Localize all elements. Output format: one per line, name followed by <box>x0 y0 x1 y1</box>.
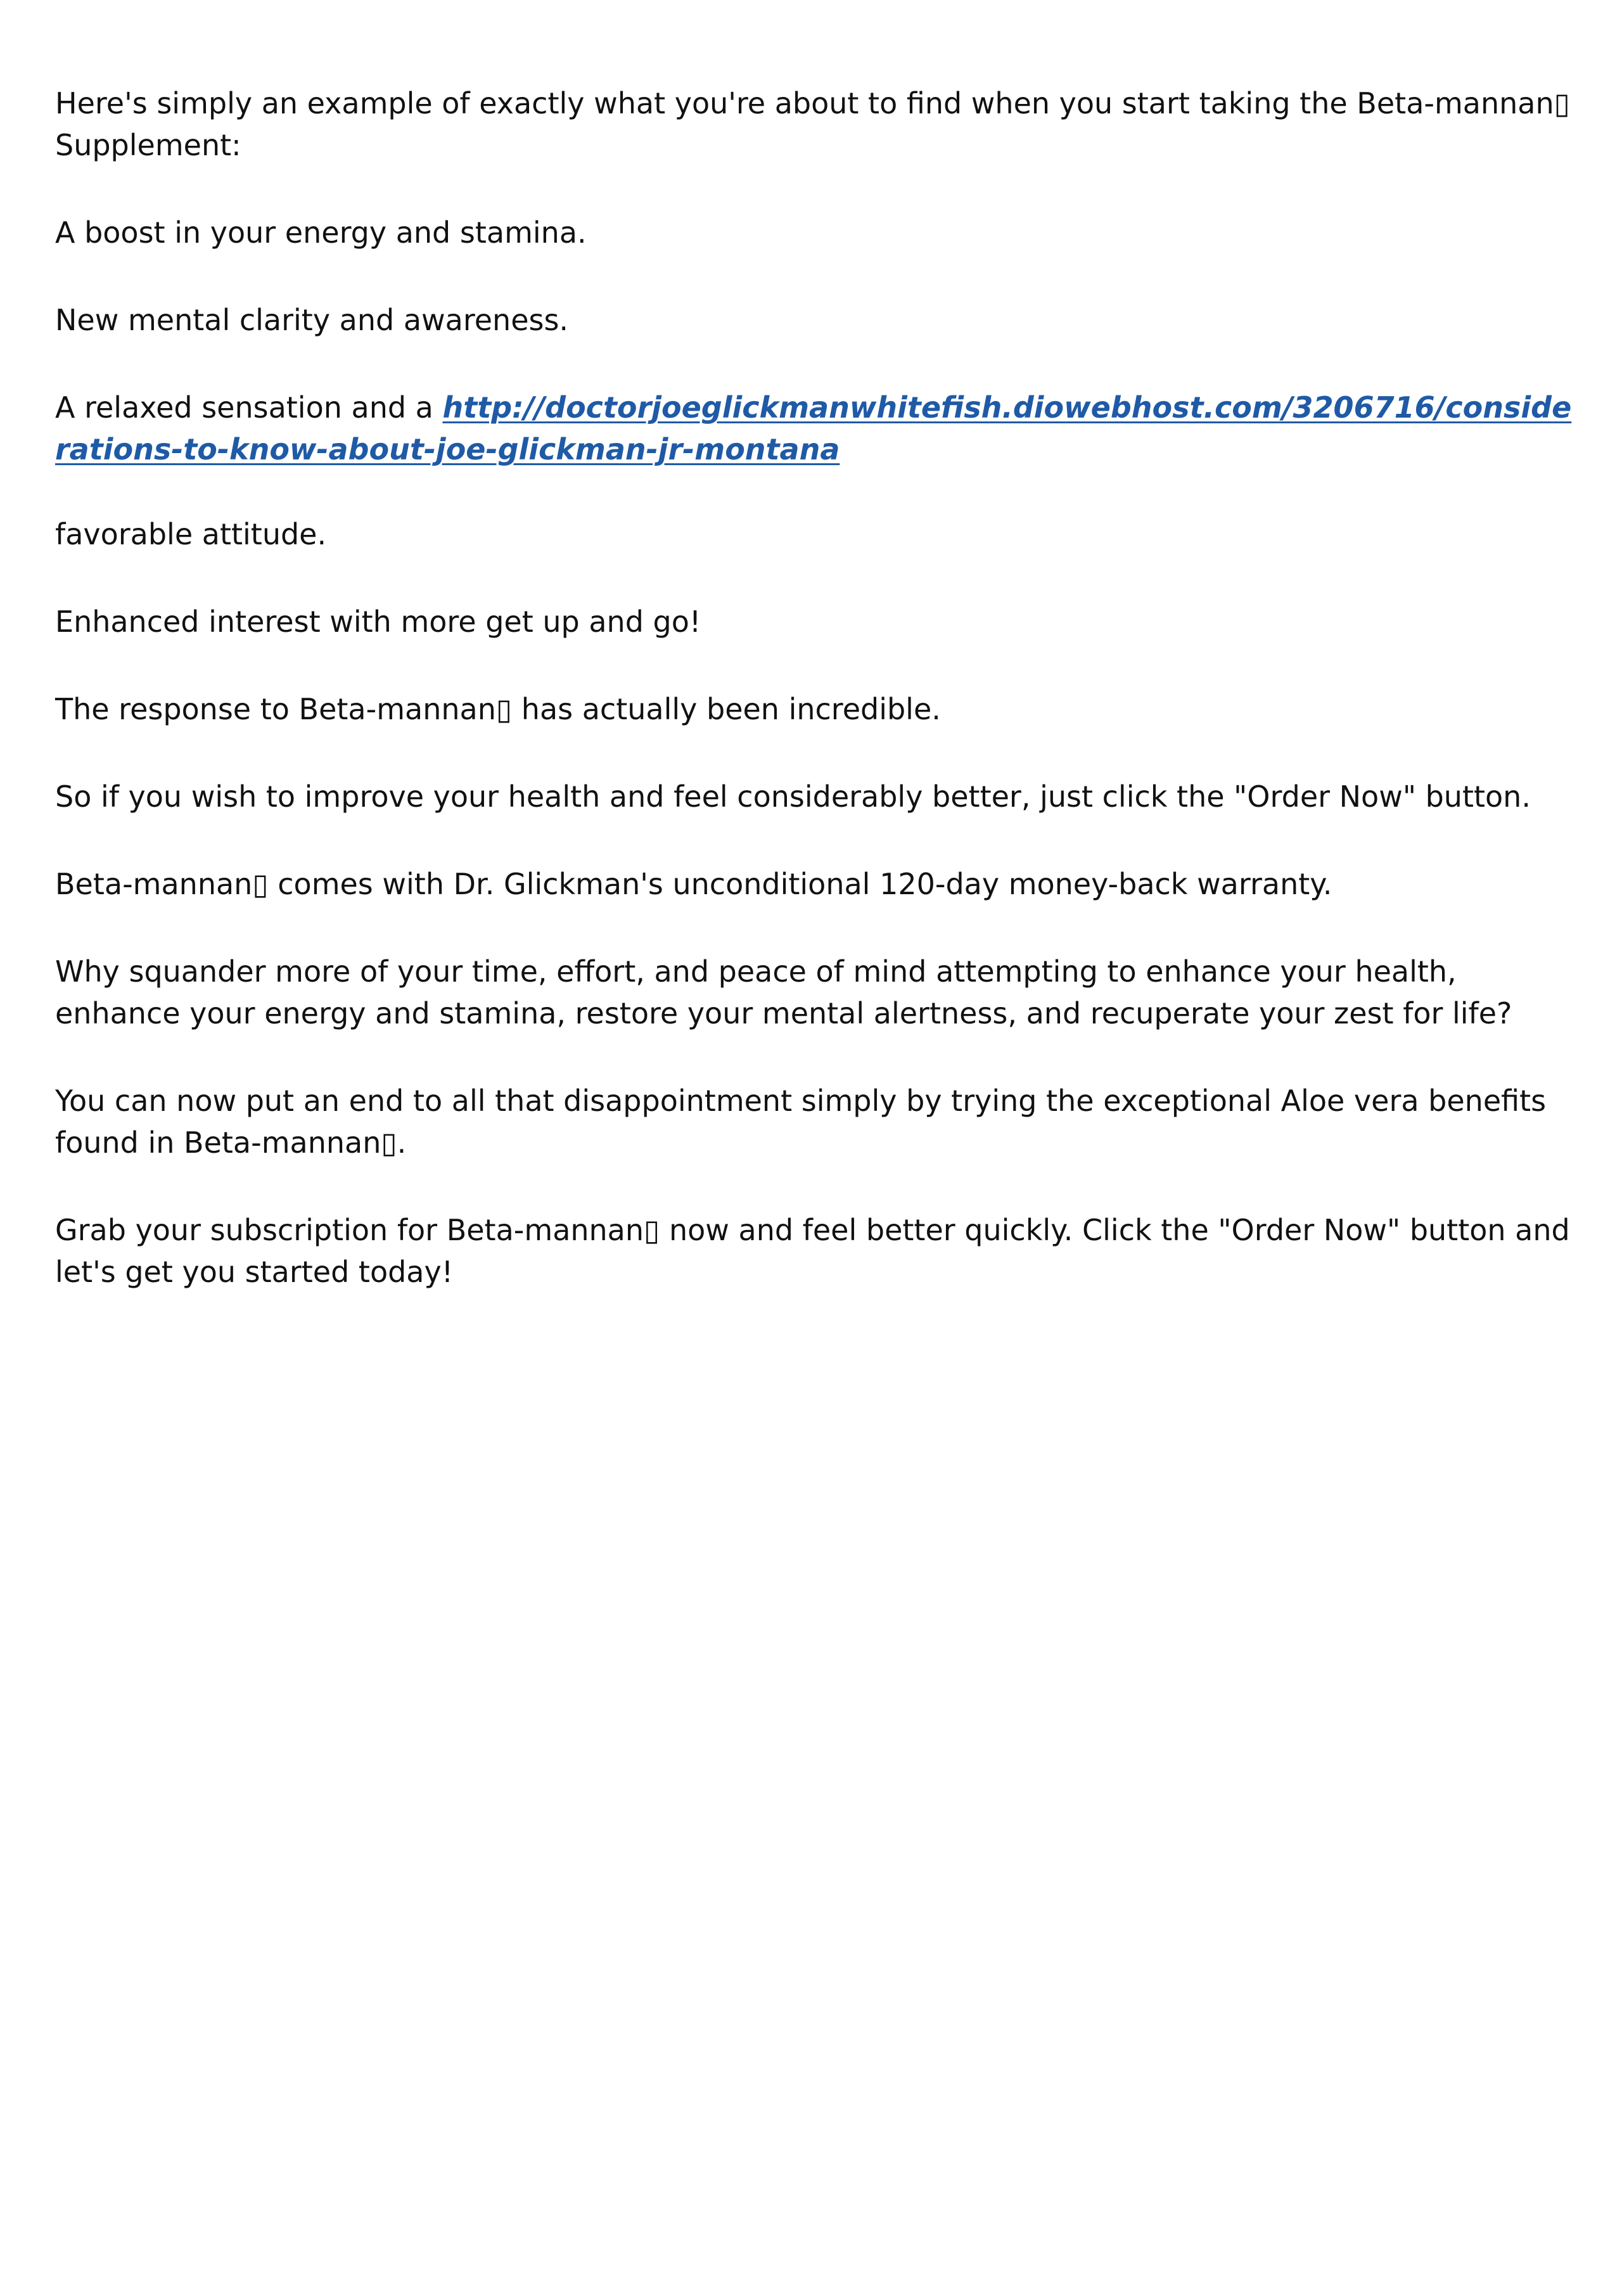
benefit-clarity: New mental clarity and awareness. <box>55 303 569 337</box>
benefit-energy: A boost in your energy and stamina. <box>55 215 587 250</box>
intro-paragraph: Here's simply an example of exactly what you're about to find when you start taking the Beta-mannan▯ Supplement: <box>55 86 1570 162</box>
benefit-relaxed <box>55 387 1576 470</box>
response-paragraph: The response to Beta-mannan▯ has actually been incredible. <box>55 692 941 726</box>
why-paragraph: Why squander more of your time, effort, and peace of mind attempting to enhance your health, enhance your energy and stamina, restore your mental alertness, and recuperate your zest for life? <box>55 954 1512 1030</box>
benefit-relaxed-prefix: A relaxed sensation and a <box>55 390 443 425</box>
benefit-interest: Enhanced interest with more get up and go! <box>55 605 701 639</box>
external-link[interactable]: http://doctorjoeglickmanwhitefish.diowebhost.com/3206716/considerations-to-know-about-joe-glickman-jr-montana <box>55 390 1572 466</box>
document-body <box>55 82 1576 1338</box>
order-paragraph: So if you wish to improve your health and feel considerably better, just click the "Order Now" button. <box>55 779 1531 814</box>
benefit-attitude: favorable attitude. <box>55 517 327 551</box>
warranty-paragraph: Beta-mannan▯ comes with Dr. Glickman's unconditional 120-day money-back warranty. <box>55 867 1332 901</box>
disappointment-paragraph: You can now put an end to all that disappointment simply by trying the exceptional Aloe vera benefits found in Beta-mannan▯. <box>55 1084 1547 1160</box>
subscription-paragraph: Grab your subscription for Beta-mannan▯ now and feel better quickly. Click the "Order Now" button and let's get you started today! <box>55 1213 1570 1289</box>
